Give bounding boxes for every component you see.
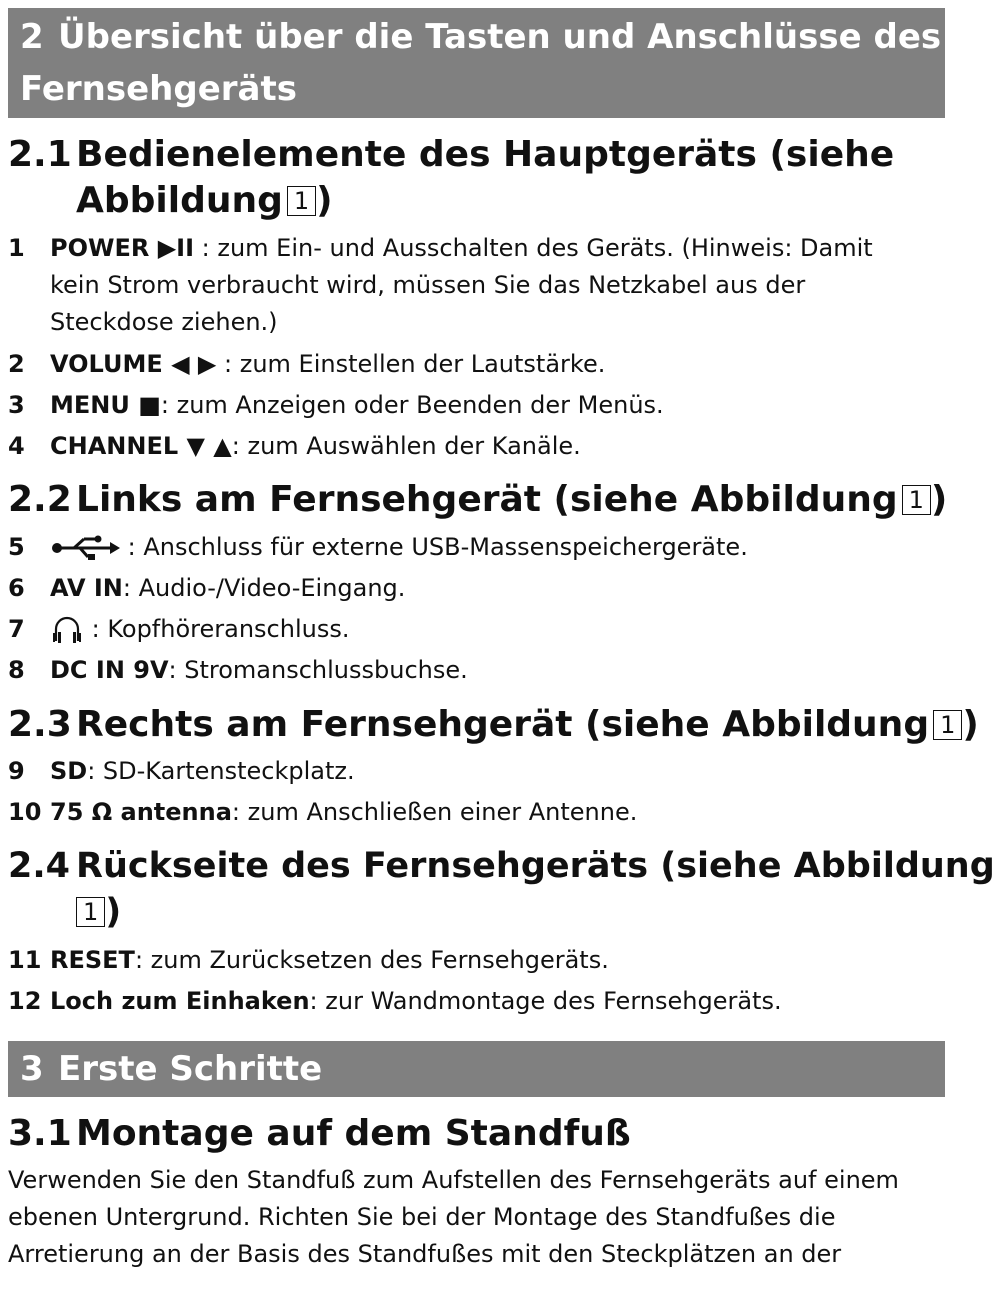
closing-paren: ) xyxy=(316,180,333,221)
body-paragraph xyxy=(8,1162,943,1273)
paragraph-line: Arretierung an der Basis des Standfußes mit den Steckplätzen an der xyxy=(8,1240,842,1268)
item-key: 75 Ω antenna xyxy=(50,798,232,826)
item-text: Steckdose ziehen.) xyxy=(50,308,278,336)
usb-icon xyxy=(50,533,120,561)
item-key: DC IN 9V xyxy=(50,656,169,684)
item-number: 8 xyxy=(8,656,25,684)
item-text: kein Strom verbraucht wird, müssen Sie das Netzkabel aus der xyxy=(50,271,806,299)
item-number: 12 xyxy=(8,987,42,1015)
subsection-number: 2.2 xyxy=(8,479,72,520)
section-3-banner xyxy=(8,1041,945,1097)
item-key: AV IN xyxy=(50,574,123,602)
item-number: 1 xyxy=(8,234,25,262)
closing-paren: ) xyxy=(105,892,122,932)
item-number: 4 xyxy=(8,432,25,460)
item-number: 6 xyxy=(8,574,25,602)
item-number: 5 xyxy=(8,533,25,561)
list-item xyxy=(8,230,943,341)
subsection-title: Montage auf dem Standfuß xyxy=(76,1113,631,1154)
item-number: 11 xyxy=(8,946,42,974)
subsection-2-4-heading xyxy=(8,843,995,935)
figure-reference-box: 1 xyxy=(933,710,962,740)
section-title: Erste Schritte xyxy=(58,1049,323,1089)
subsection-title-line2: Abbildung xyxy=(76,180,283,221)
figure-reference-box: 1 xyxy=(287,186,316,216)
paragraph-line: Verwenden Sie den Standfuß zum Aufstellen des Fernsehgeräts auf einem xyxy=(8,1166,899,1194)
subsection-2-1-heading xyxy=(8,132,943,224)
item-number: 9 xyxy=(8,757,25,785)
item-key: POWER ▶II xyxy=(50,234,195,262)
subsection-number: 2.1 xyxy=(8,134,72,175)
item-text: : zum Ein- und Ausschalten des Geräts. (Hinweis: Damit xyxy=(194,234,873,262)
item-text: : zum Anzeigen oder Beenden der Menüs. xyxy=(160,391,664,419)
headphones-icon xyxy=(50,615,84,643)
item-text: : zum Auswählen der Kanäle. xyxy=(231,432,581,460)
item-key: MENU ■ xyxy=(50,391,161,419)
item-key: RESET xyxy=(50,946,135,974)
item-text: : zum Zurücksetzen des Fernsehgeräts. xyxy=(134,946,609,974)
subsection-3-1-heading xyxy=(8,1111,943,1157)
section-number: 2 xyxy=(20,17,44,57)
item-text: : SD-Kartensteckplatz. xyxy=(87,757,355,785)
item-text: : zum Anschließen einer Antenne. xyxy=(231,798,638,826)
item-number: 10 xyxy=(8,798,42,826)
item-text: : zur Wandmontage des Fernsehgeräts. xyxy=(309,987,782,1015)
item-key: VOLUME ◀ ▶ xyxy=(50,350,217,378)
paragraph-line: ebenen Untergrund. Richten Sie bei der Montage des Standfußes die xyxy=(8,1203,836,1231)
subsection-title-line1: Bedienelemente des Hauptgeräts (siehe xyxy=(76,134,895,175)
item-key: CHANNEL ▼ ▲ xyxy=(50,432,232,460)
subsection-2-3-heading xyxy=(8,702,979,748)
subsection-2-2-heading xyxy=(8,477,948,523)
item-number: 2 xyxy=(8,350,25,378)
closing-paren: ) xyxy=(962,704,979,745)
figure-reference-box: 1 xyxy=(902,485,931,515)
section-number: 3 xyxy=(20,1049,44,1089)
item-key: Loch zum Einhaken xyxy=(50,987,310,1015)
subsection-number: 2.4 xyxy=(8,846,71,886)
item-text: : Kopfhöreranschluss. xyxy=(84,615,350,643)
item-text: : Audio-/Video-Eingang. xyxy=(122,574,406,602)
section-2-banner xyxy=(8,8,945,118)
figure-reference-box: 1 xyxy=(76,897,105,927)
subsection-number: 3.1 xyxy=(8,1113,72,1154)
section-title-line1: Übersicht über die Tasten und Anschlüsse des xyxy=(58,17,942,57)
item-text: : zum Einstellen der Lautstärke. xyxy=(216,350,606,378)
item-key: SD xyxy=(50,757,88,785)
closing-paren: ) xyxy=(930,479,948,520)
subsection-title: Rechts am Fernsehgerät (siehe Abbildung xyxy=(76,704,930,745)
subsection-number: 2.3 xyxy=(8,704,72,745)
item-text: : Anschluss für externe USB-Massenspeichergeräte. xyxy=(120,533,748,561)
item-text: : Stromanschlussbuchse. xyxy=(168,656,468,684)
subsection-title-line1: Rückseite des Fernsehgeräts (siehe Abbildung xyxy=(76,846,995,886)
item-number: 7 xyxy=(8,615,25,643)
section-title-line2: Fernsehgeräts xyxy=(20,69,297,109)
item-number: 3 xyxy=(8,391,25,419)
subsection-title: Links am Fernsehgerät (siehe Abbildung xyxy=(76,479,898,520)
